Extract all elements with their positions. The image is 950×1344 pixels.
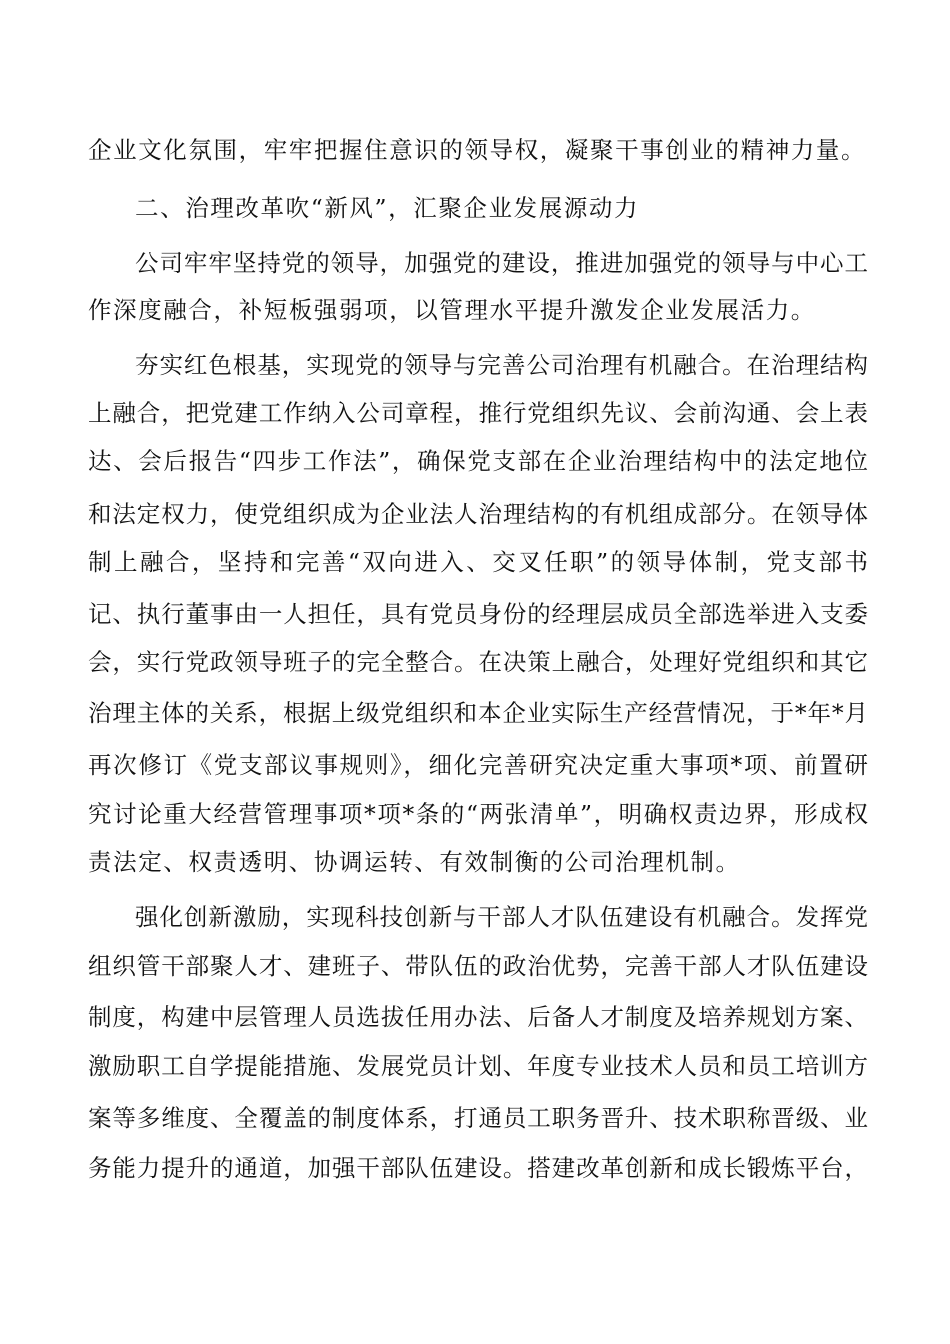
text-line: 公司牢牢坚持党的领导，加强党的建设，推进加强党的领导与中心工 [135, 249, 868, 277]
text-line: 企业文化氛围，牢牢把握住意识的领导权，凝聚干事创业的精神力量。 [88, 136, 867, 164]
text-line: 治理主体的关系，根据上级党组织和本企业实际生产经营情况，于*年*月 [88, 699, 868, 727]
text-line: 会，实行党政领导班子的完全整合。在决策上融合，处理好党组织和其它 [88, 648, 868, 676]
text-line: 究讨论重大经营管理事项*项*条的“两张清单”，明确权责边界，形成权 [88, 800, 868, 828]
text-line: 激励职工自学提能措施、发展党员计划、年度专业技术人员和员工培训方 [88, 1052, 868, 1080]
text-line: 达、会后报告“四步工作法”，确保党支部在企业治理结构中的法定地位 [88, 447, 868, 475]
text-line: 和法定权力，使党组织成为企业法人治理结构的有机组成部分。在领导体 [88, 500, 868, 528]
text-line: 记、执行董事由一人担任，具有党员身份的经理层成员全部选举进入支委 [88, 600, 868, 628]
text-line: 强化创新激励，实现科技创新与干部人才队伍建设有机融合。发挥党 [135, 903, 868, 931]
section-heading: 二、治理改革吹“新风”，汇聚企业发展源动力 [135, 194, 640, 222]
text-line: 案等多维度、全覆盖的制度体系，打通员工职务晋升、技术职称晋级、业 [88, 1104, 868, 1132]
text-line: 组织管干部聚人才、建班子、带队伍的政治优势，完善干部人才队伍建设 [88, 952, 868, 980]
text-line: 上融合，把党建工作纳入公司章程，推行党组织先议、会前沟通、会上表 [88, 399, 868, 427]
text-line: 制度，构建中层管理人员选拔任用办法、后备人才制度及培养规划方案、 [88, 1003, 868, 1031]
text-line: 务能力提升的通道，加强干部队伍建设。搭建改革创新和成长锻炼平台， [88, 1154, 868, 1182]
text-line: 夯实红色根基，实现党的领导与完善公司治理有机融合。在治理结构 [135, 351, 868, 379]
text-line: 再次修订《党支部议事规则》，细化完善研究决定重大事项*项、前置研 [88, 751, 868, 779]
text-line: 制上融合，坚持和完善“双向进入、交叉任职”的领导体制，党支部书 [88, 548, 868, 576]
text-line: 作深度融合，补短板强弱项，以管理水平提升激发企业发展活力。 [88, 296, 816, 324]
text-line: 责法定、权责透明、协调运转、有效制衡的公司治理机制。 [88, 848, 741, 876]
